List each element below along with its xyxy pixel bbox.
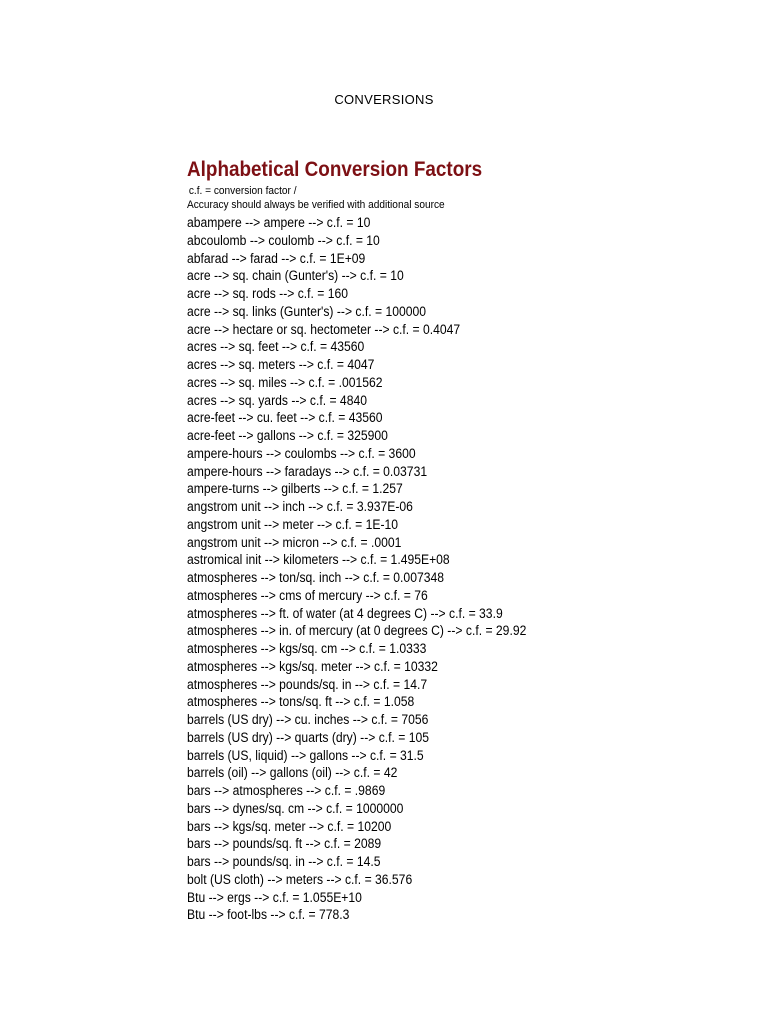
conversion-entry: acre-feet --> cu. feet --> c.f. = 43560 — [187, 410, 383, 426]
conversion-entry: atmospheres --> ft. of water (at 4 degrees C) --> c.f. = 33.9 — [187, 605, 503, 621]
conversion-entry: atmospheres --> cms of mercury --> c.f. = 76 — [187, 587, 428, 603]
conversion-list — [187, 214, 747, 924]
note-definition: c.f. = conversion factor / — [188, 185, 297, 197]
conversion-entry: bars --> pounds/sq. in --> c.f. = 14.5 — [187, 854, 381, 869]
document-body — [187, 156, 747, 924]
conversion-entry: atmospheres --> tons/sq. ft --> c.f. = 1.058 — [187, 694, 415, 710]
note-accuracy: Accuracy should always be verified with additional source — [187, 199, 445, 211]
conversion-entry: bars --> dynes/sq. cm --> c.f. = 1000000 — [187, 800, 404, 816]
conversion-entry: Btu --> ergs --> c.f. = 1.055E+10 — [187, 889, 362, 905]
conversion-entry: ampere-hours --> faradays --> c.f. = 0.03731 — [187, 463, 428, 479]
conversion-entry: ampere-hours --> coulombs --> c.f. = 3600 — [187, 445, 416, 461]
conversion-entry: bars --> kgs/sq. meter --> c.f. = 10200 — [187, 818, 392, 834]
conversion-entry: barrels (oil) --> gallons (oil) --> c.f. = 42 — [187, 765, 398, 781]
conversion-entry: bars --> atmospheres --> c.f. = .9869 — [187, 783, 386, 798]
conversion-entry: acre --> hectare or sq. hectometer --> c.f. = 0.4047 — [187, 321, 461, 337]
conversion-entry: acre --> sq. links (Gunter's) --> c.f. = 100000 — [187, 303, 427, 319]
conversion-entry: acre --> sq. chain (Gunter's) --> c.f. = 10 — [187, 268, 404, 284]
conversion-entry: acre --> sq. rods --> c.f. = 160 — [187, 286, 349, 301]
conversion-entry: barrels (US, liquid) --> gallons --> c.f. = 31.5 — [187, 747, 424, 763]
conversion-entry: ampere-turns --> gilberts --> c.f. = 1.257 — [187, 481, 403, 497]
conversion-entry: angstrom unit --> inch --> c.f. = 3.937E-06 — [187, 499, 413, 514]
conversion-entry: acre-feet --> gallons --> c.f. = 325900 — [187, 428, 388, 443]
conversion-entry: acres --> sq. yards --> c.f. = 4840 — [187, 392, 367, 408]
conversion-entry: barrels (US dry) --> quarts (dry) --> c.f. = 105 — [187, 729, 430, 745]
conversion-entry: astromical init --> kilometers --> c.f. = 1.495E+08 — [187, 552, 450, 568]
conversion-entry: atmospheres --> in. of mercury (at 0 degrees C) --> c.f. = 29.92 — [187, 623, 527, 639]
conversion-entry: abampere --> ampere --> c.f. = 10 — [187, 215, 371, 230]
conversion-entry: bars --> pounds/sq. ft --> c.f. = 2089 — [187, 836, 382, 852]
conversion-entry: Btu --> foot-lbs --> c.f. = 778.3 — [187, 907, 350, 923]
conversion-entry: acres --> sq. miles --> c.f. = .001562 — [187, 374, 383, 390]
conversion-entry: acres --> sq. meters --> c.f. = 4047 — [187, 357, 375, 372]
document-title: Alphabetical Conversion Factors — [187, 158, 483, 181]
conversion-entry: acres --> sq. feet --> c.f. = 43560 — [187, 339, 365, 355]
conversion-entry: atmospheres --> pounds/sq. in --> c.f. = 14.7 — [187, 676, 428, 692]
page-header: CONVERSIONS — [334, 92, 434, 107]
conversion-entry: abfarad --> farad --> c.f. = 1E+09 — [187, 250, 366, 266]
conversion-entry: atmospheres --> kgs/sq. meter --> c.f. = 10332 — [187, 658, 438, 674]
conversion-entry: atmospheres --> ton/sq. inch --> c.f. = 0.007348 — [187, 570, 444, 585]
conversion-entry: barrels (US dry) --> cu. inches --> c.f. = 7056 — [187, 712, 429, 727]
conversion-entry: abcoulomb --> coulomb --> c.f. = 10 — [187, 232, 380, 248]
conversion-entry: angstrom unit --> meter --> c.f. = 1E-10 — [187, 516, 399, 532]
conversion-entry: bolt (US cloth) --> meters --> c.f. = 36.576 — [187, 871, 413, 887]
conversion-entry: atmospheres --> kgs/sq. cm --> c.f. = 1.0333 — [187, 641, 427, 656]
conversion-entry: angstrom unit --> micron --> c.f. = .0001 — [187, 534, 402, 550]
